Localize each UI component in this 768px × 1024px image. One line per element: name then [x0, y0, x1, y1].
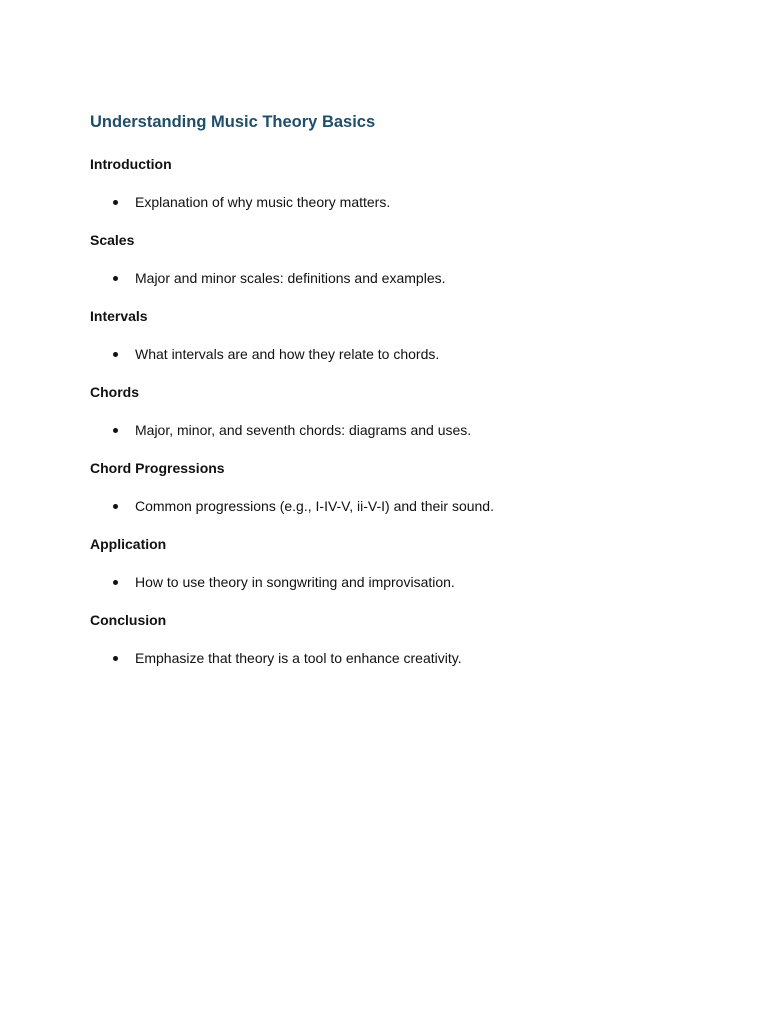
section-introduction	[90, 154, 690, 212]
list-item	[90, 420, 690, 440]
list-item	[90, 572, 690, 592]
list-item-text: How to use theory in songwriting and improvisation.	[135, 574, 455, 590]
list-item	[90, 648, 690, 668]
bullet-list	[90, 420, 690, 440]
list-item-text: Explanation of why music theory matters.	[135, 194, 391, 210]
list-item	[90, 344, 690, 364]
section-scales	[90, 230, 690, 288]
section-heading: Scales	[90, 232, 135, 248]
list-item-text: What intervals are and how they relate to chords.	[135, 346, 440, 362]
list-item-text: Major and minor scales: definitions and examples.	[135, 270, 446, 286]
bullet-list	[90, 268, 690, 288]
list-item	[90, 268, 690, 288]
bullet-list	[90, 192, 690, 212]
bullet-dot-icon	[113, 580, 118, 585]
section-heading: Chords	[90, 384, 139, 400]
section-heading: Chord Progressions	[90, 460, 225, 476]
bullet-dot-icon	[113, 656, 118, 661]
list-item	[90, 496, 690, 516]
bullet-list	[90, 648, 690, 668]
section-heading: Application	[90, 536, 167, 552]
section-heading: Conclusion	[90, 612, 167, 628]
section-chord-progressions	[90, 458, 690, 516]
bullet-list	[90, 572, 690, 592]
section-heading: Intervals	[90, 308, 148, 324]
section-conclusion	[90, 610, 690, 668]
section-chords	[90, 382, 690, 440]
section-intervals	[90, 306, 690, 364]
list-item-text: Emphasize that theory is a tool to enhance creativity.	[135, 650, 462, 666]
bullet-dot-icon	[113, 352, 118, 357]
list-item	[90, 192, 690, 212]
bullet-dot-icon	[113, 200, 118, 205]
bullet-dot-icon	[113, 428, 118, 433]
list-item-text: Common progressions (e.g., I-IV-V, ii-V-I) and their sound.	[135, 498, 494, 514]
bullet-dot-icon	[113, 504, 118, 509]
bullet-list	[90, 496, 690, 516]
document-title: Understanding Music Theory Basics	[90, 113, 376, 131]
section-heading: Introduction	[90, 156, 172, 172]
bullet-list	[90, 344, 690, 364]
document-body	[90, 110, 690, 668]
list-item-text: Major, minor, and seventh chords: diagrams and uses.	[135, 422, 472, 438]
bullet-dot-icon	[113, 276, 118, 281]
section-application	[90, 534, 690, 592]
